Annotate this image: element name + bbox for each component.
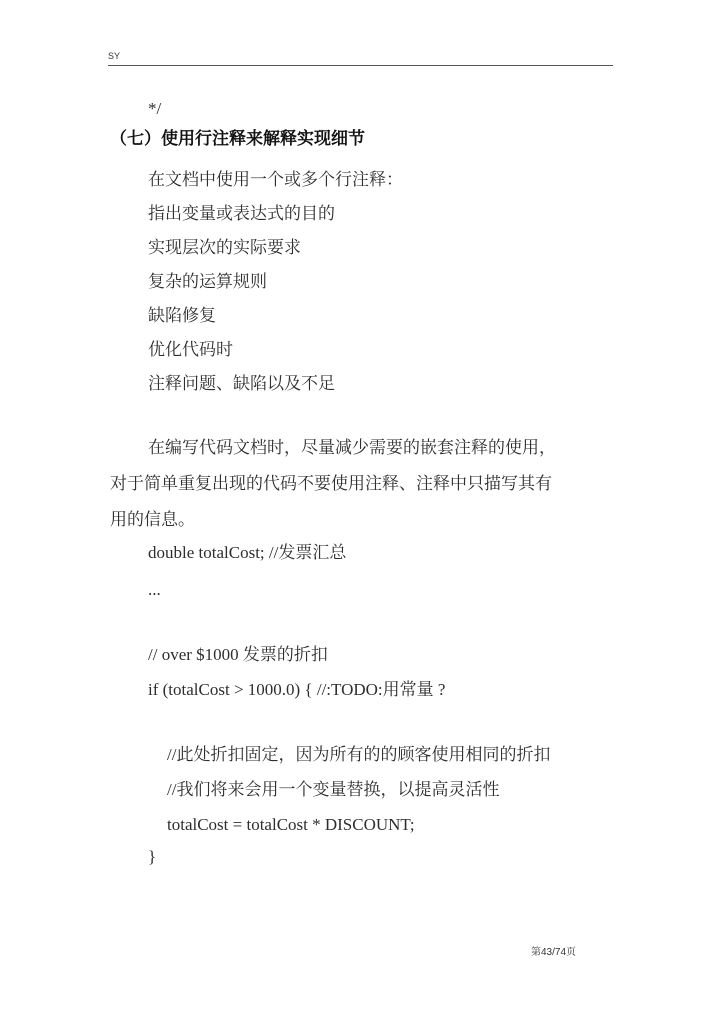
comment-end: */ [148,99,162,118]
list-item: 缺陷修复 [148,306,216,326]
code-line: totalCost = totalCost * DISCOUNT; [167,815,415,834]
list-item: 注释问题、缺陷以及不足 [148,374,335,394]
code-line: double totalCost; //发票汇总 [148,543,347,562]
list-item: 实现层次的实际要求 [148,238,301,258]
header-text: SY [108,51,121,61]
code-line: //此处折扣固定，因为所有的的顾客使用相同的折扣 [167,745,551,764]
code-line: //我们将来会用一个变量替换，以提高灵活性 [167,780,500,799]
paragraph-line: 对于简单重复出现的代码不要使用注释、注释中只描写其有 [110,474,552,494]
page-number: 第43/74页 [531,947,577,958]
list-item: 复杂的运算规则 [148,272,267,292]
section-heading: （七）使用行注释来解释实现细节 [110,129,365,149]
code-line: // over $1000 发票的折扣 [148,645,328,664]
code-line: if (totalCost > 1000.0) { //:TODO:用常量 ? [148,680,446,699]
list-item: 指出变量或表达式的目的 [148,204,335,224]
intro-line: 在文档中使用一个或多个行注释： [148,170,403,190]
paragraph-line: 用的信息。 [110,510,195,530]
paragraph-line: 在编写代码文档时，尽量减少需要的嵌套注释的使用， [148,438,556,458]
list-item: 优化代码时 [148,340,233,360]
code-line: } [148,847,157,866]
code-line: ... [148,580,161,599]
page-header [108,50,613,66]
